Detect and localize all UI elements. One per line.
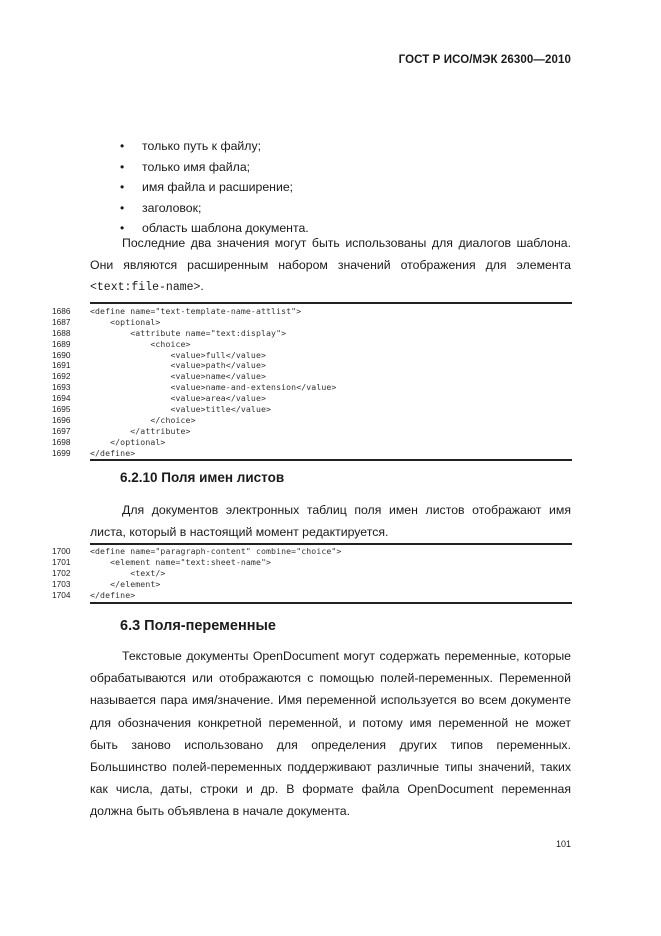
section-heading-6-2-10: 6.2.10 Поля имен листов — [120, 470, 285, 485]
line-number: 1686 — [52, 306, 71, 316]
line-number: 1698 — [52, 436, 71, 447]
code-text: </attribute> — [90, 425, 191, 436]
code-line — [52, 415, 572, 426]
code-line — [52, 328, 572, 339]
list-item — [120, 157, 309, 178]
code-line — [52, 360, 572, 371]
line-number: 1696 — [52, 414, 71, 425]
code-text: <define name="paragraph-content" combine="choice"> — [90, 546, 342, 556]
code-line — [52, 590, 572, 601]
line-number: 1688 — [52, 327, 71, 338]
code-rule-bottom — [90, 602, 572, 604]
code-text: </choice> — [90, 414, 196, 425]
line-number: 1704 — [52, 589, 71, 600]
bullet-icon: • — [120, 221, 125, 235]
code-line — [52, 382, 572, 393]
code-line — [52, 579, 572, 590]
list-item — [120, 177, 309, 198]
line-number: 1687 — [52, 316, 71, 327]
code-line — [52, 437, 572, 448]
page-number: 101 — [555, 839, 571, 849]
code-text: </define> — [90, 447, 136, 458]
section-heading-6-3: 6.3 Поля-переменные — [120, 618, 276, 634]
line-number: 1692 — [52, 371, 71, 382]
list-item — [120, 136, 309, 157]
code-text: <element name="text:sheet-name"> — [90, 556, 272, 567]
line-number: 1700 — [52, 546, 71, 556]
code-text: <value>full</value> — [90, 349, 267, 360]
line-number: 1699 — [52, 447, 71, 458]
line-number: 1693 — [52, 382, 71, 393]
code-text: <value>title</value> — [90, 404, 272, 415]
code-rule-top — [90, 302, 572, 304]
code-line — [52, 448, 572, 459]
code-line — [52, 546, 572, 557]
bullet-icon: • — [120, 159, 125, 174]
paragraph-end: . — [200, 279, 204, 293]
code-text: <value>path</value> — [90, 360, 267, 371]
code-line — [52, 371, 572, 382]
line-number: 1690 — [52, 349, 71, 360]
code-line — [52, 426, 572, 437]
code-text: <optional> — [90, 316, 161, 327]
paragraph-line-2: Они являются расширенным набором значений отображения для элемента — [90, 257, 571, 272]
list-item-text: только путь к файлу; — [142, 139, 262, 153]
bullet-icon: • — [120, 180, 125, 194]
list-item-text: имя файла и расширение; — [142, 180, 294, 194]
code-text: <choice> — [90, 338, 191, 349]
line-number: 1702 — [52, 567, 71, 578]
section-6-2-10-text: Для документов электронных таблиц поля имен листов отображают имя листа, который в настоящий момент редактируется. — [90, 503, 571, 539]
code-rule-top — [90, 543, 572, 545]
code-text: </element> — [90, 578, 161, 589]
line-number: 1689 — [52, 338, 71, 349]
list-item — [120, 198, 309, 219]
inline-code: <text:file-name> — [90, 281, 201, 294]
document-header: ГОСТ Р ИСО/МЭК 26300—2010 — [398, 54, 571, 66]
bullet-list — [120, 136, 309, 239]
line-number: 1691 — [52, 360, 71, 371]
line-number: 1703 — [52, 578, 71, 589]
code-text: </define> — [90, 589, 136, 600]
line-number: 1697 — [52, 425, 71, 436]
code-text: <value>area</value> — [90, 393, 267, 404]
section-6-3-text: Текстовые документы OpenDocument могут содержать переменные, которые обрабатываются или отображаются с помощью полей-переменных. Переменной называется пара имя/значение. Имя переменной используется во всем документе для обозначения конкретной переменной, и потому имя переменной не может быть заново использовано для определения других типов переменных. Большинство полей-переменных поддерживают различные типы значений, таких как числа, даты, строки и др. В формате файла OpenDocument переменная должна быть объявлена в начале документа. — [90, 649, 571, 819]
paragraph-template-values — [90, 233, 571, 299]
code-text: <text/> — [90, 567, 166, 578]
bullet-icon: • — [120, 200, 125, 215]
list-item-text: заголовок; — [142, 200, 202, 215]
list-item-text: область шаблона документа. — [142, 221, 309, 235]
line-number: 1701 — [52, 556, 71, 567]
line-number: 1695 — [52, 404, 71, 415]
code-rule-bottom — [90, 459, 572, 461]
code-line — [52, 568, 572, 579]
code-line — [52, 393, 572, 404]
code-block-1 — [52, 306, 572, 458]
line-number: 1694 — [52, 393, 71, 404]
code-text: <value>name-and-extension</value> — [90, 382, 337, 393]
code-text: </optional> — [90, 436, 166, 447]
code-text: <define name="text-template-name-attlist"> — [90, 306, 302, 316]
code-line — [52, 557, 572, 568]
code-text: <value>name</value> — [90, 371, 267, 382]
code-line — [52, 339, 572, 350]
bullet-icon: • — [120, 139, 125, 153]
list-item-text: только имя файла; — [142, 159, 251, 174]
code-line — [52, 404, 572, 415]
code-block-2 — [52, 546, 572, 600]
paragraph-line-3 — [90, 276, 571, 299]
code-line — [52, 350, 572, 361]
code-line — [52, 306, 572, 317]
code-line — [52, 317, 572, 328]
code-text: <attribute name="text:display"> — [90, 327, 287, 338]
paragraph-line-1: Последние два значения могут быть использованы для диалогов шаблона. — [122, 236, 571, 250]
